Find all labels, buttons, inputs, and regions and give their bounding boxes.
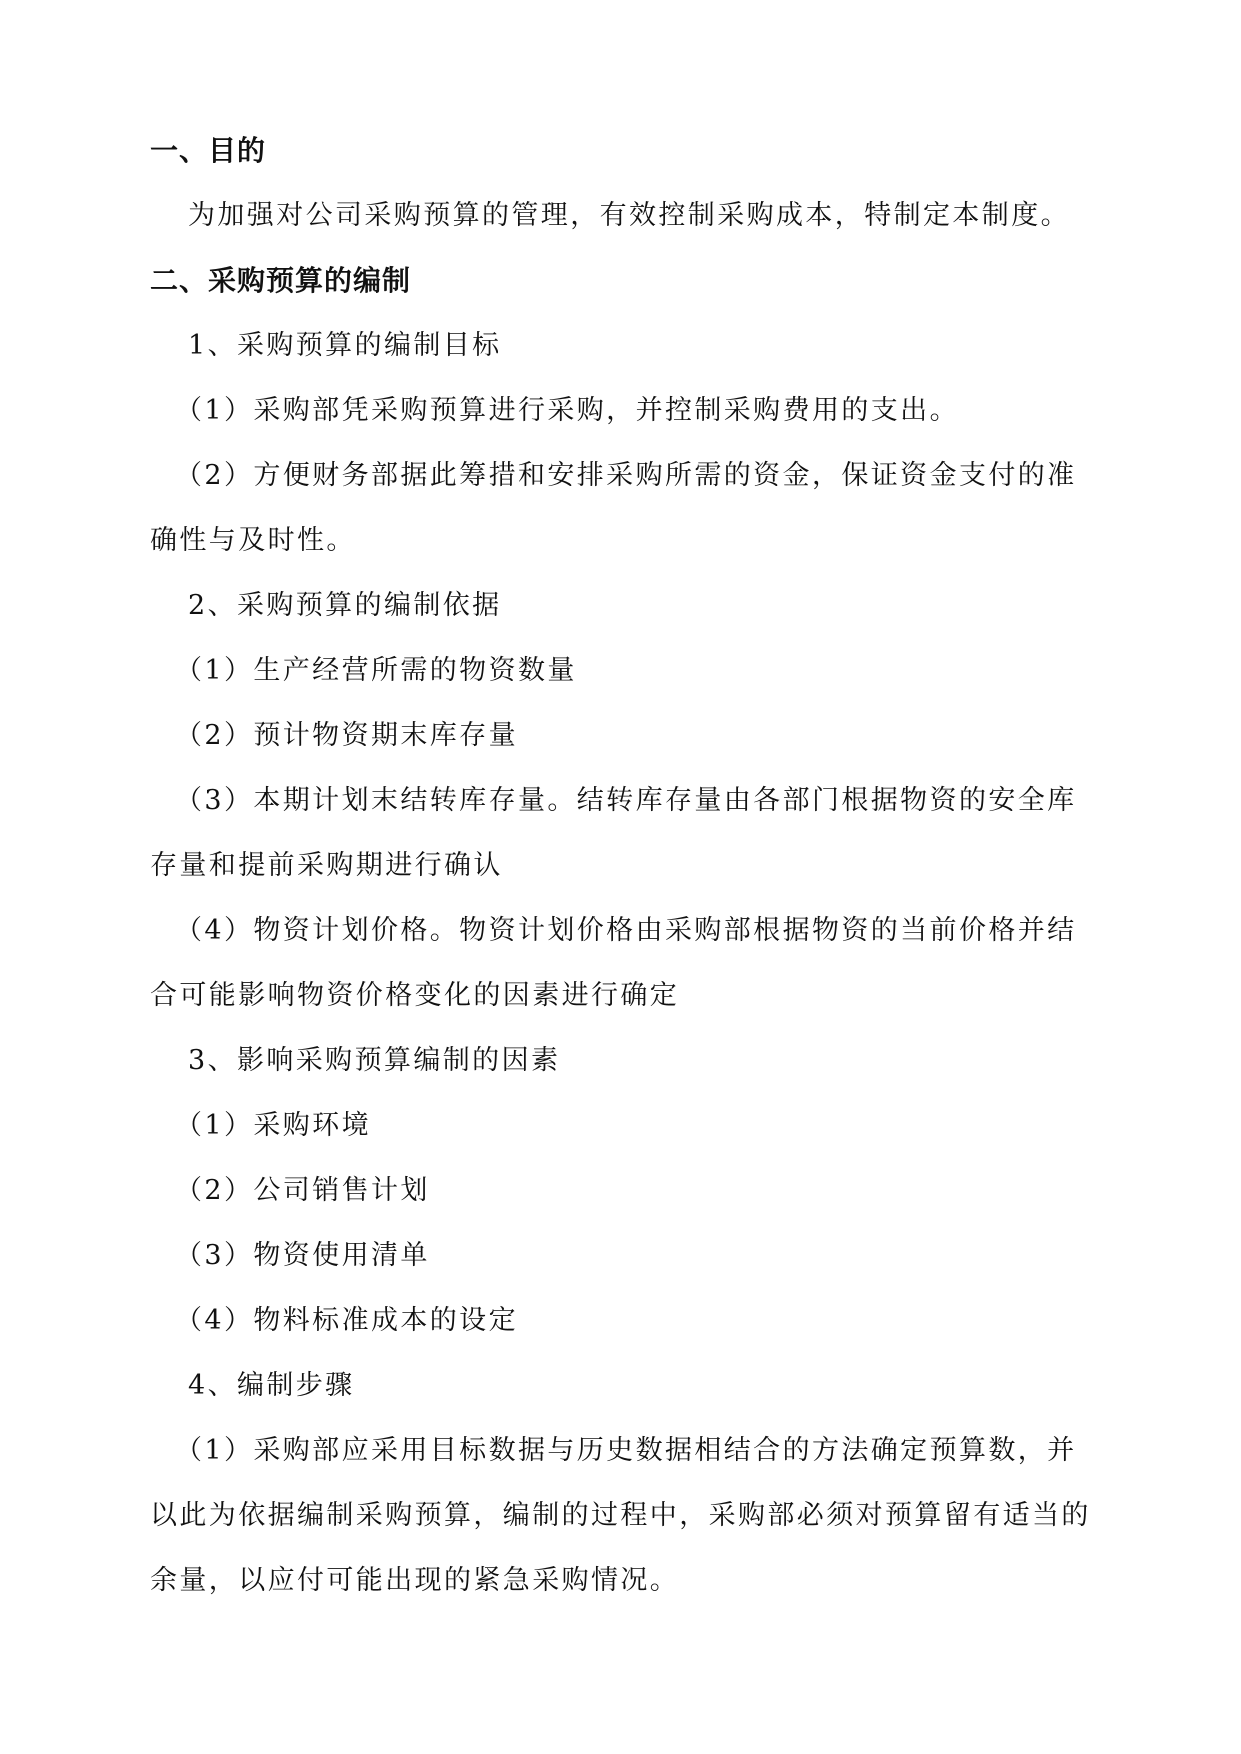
list-item-factor-4: （4）物料标准成本的设定 bbox=[175, 1305, 518, 1336]
list-item-factor-3: （3）物资使用清单 bbox=[175, 1240, 430, 1271]
list-item-basis-1: （1）生产经营所需的物资数量 bbox=[175, 655, 577, 686]
subheading-factors: 3、影响采购预算编制的因素 bbox=[188, 1045, 561, 1076]
document-body bbox=[150, 118, 1095, 1613]
subheading-steps: 4、编制步骤 bbox=[188, 1370, 355, 1401]
list-item-basis-2: （2）预计物资期末库存量 bbox=[175, 720, 518, 751]
subheading-basis: 2、采购预算的编制依据 bbox=[188, 590, 502, 621]
subheading-objectives: 1、采购预算的编制目标 bbox=[188, 330, 502, 361]
list-item-objective-2: （2）方便财务部据此筹措和安排采购所需的资金，保证资金支付的准确性与及时性。 bbox=[150, 460, 1077, 556]
paragraph-purpose: 为加强对公司采购预算的管理，有效控制采购成本，特制定本制度。 bbox=[188, 200, 1070, 231]
list-item-factor-1: （1）采购环境 bbox=[175, 1110, 371, 1141]
list-item-factor-2: （2）公司销售计划 bbox=[175, 1175, 430, 1206]
list-item-objective-1: （1）采购部凭采购预算进行采购，并控制采购费用的支出。 bbox=[175, 395, 959, 426]
list-item-step-1: （1）采购部应采用目标数据与历史数据相结合的方法确定预算数，并以此为依据编制采购预算，编制的过程中，采购部必须对预算留有适当的余量，以应付可能出现的紧急采购情况。 bbox=[150, 1435, 1091, 1596]
list-item-basis-3: （3）本期计划末结转库存量。结转库存量由各部门根据物资的安全库存量和提前采购期进行确认 bbox=[150, 785, 1077, 881]
section-heading-purpose: 一、目的 bbox=[150, 134, 267, 167]
section-heading-budget-preparation: 二、采购预算的编制 bbox=[150, 264, 412, 297]
list-item-basis-4: （4）物资计划价格。物资计划价格由采购部根据物资的当前价格并结合可能影响物资价格变化的因素进行确定 bbox=[150, 915, 1077, 1011]
